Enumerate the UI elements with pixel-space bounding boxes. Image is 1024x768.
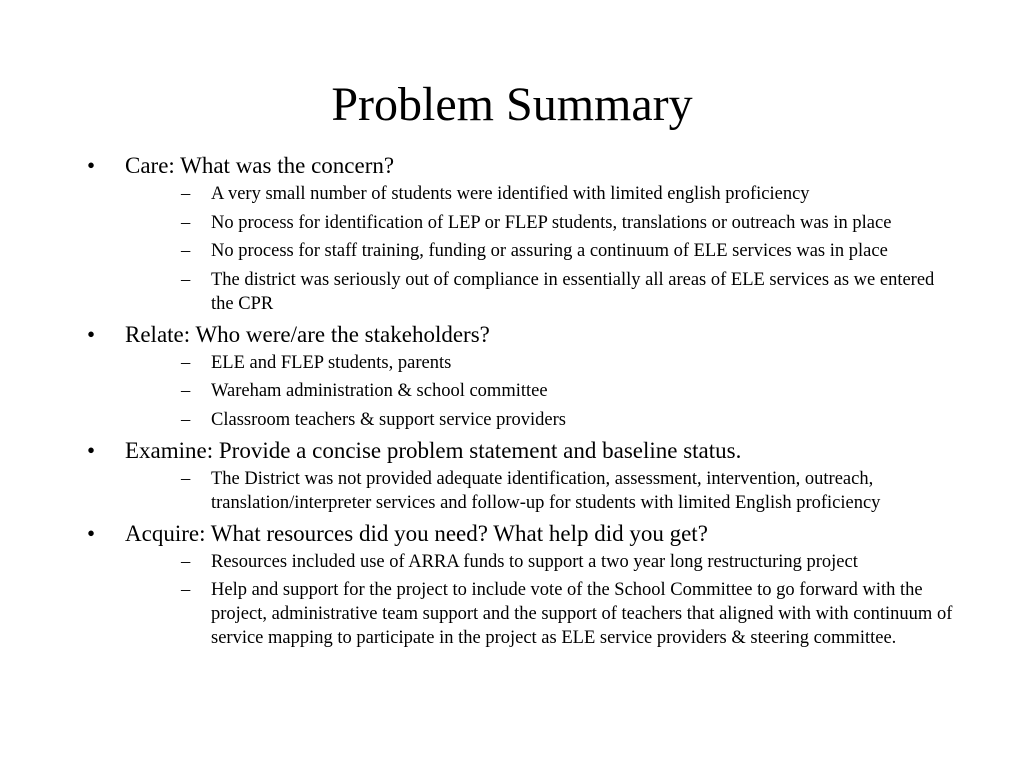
dash-mark: –: [181, 269, 191, 290]
sub-item: [125, 211, 954, 235]
sub-list: [125, 182, 954, 316]
dash-mark: –: [181, 551, 191, 572]
sub-list: [125, 351, 954, 432]
dash-mark: –: [181, 352, 191, 373]
bullet-mark: •: [87, 437, 96, 463]
dash-mark: –: [181, 184, 191, 204]
dash-mark: –: [181, 381, 191, 401]
dash-mark: –: [181, 212, 191, 233]
bullet-heading: Acquire: What resources did you need? What help did you get?: [125, 520, 708, 546]
dash-mark: –: [181, 468, 191, 489]
bullet-acquire: [84, 520, 954, 651]
sub-item-text: No process for staff training, funding or assuring a continuum of ELE services was in place: [211, 241, 888, 261]
sub-item-text: Classroom teachers & support service providers: [211, 409, 567, 430]
bullet-mark: •: [87, 520, 96, 546]
sub-item-text: The District was not provided adequate identification, assessment, intervention, outreach, translation/interpreter services and follow-up for students with limited English proficiency: [211, 468, 881, 513]
slide-title: Problem Summary: [331, 78, 693, 131]
bullet-heading: Relate: Who were/are the stakeholders?: [125, 321, 490, 347]
sub-item: [125, 467, 954, 515]
bullet-heading: Examine: Provide a concise problem statement and baseline status.: [125, 437, 742, 463]
sub-list: [125, 467, 954, 515]
dash-mark: –: [181, 580, 191, 600]
sub-item-text: Help and support for the project to include vote of the School Committee to go forward with the project, administrative team support and the support of teachers that aligned with with continuum of service mapping to participate in the project as ELE service providers & steering committee.: [211, 580, 953, 648]
sub-item-text: No process for identification of LEP or FLEP students, translations or outreach was in place: [211, 212, 892, 233]
sub-item: [125, 550, 954, 574]
dash-mark: –: [181, 409, 191, 430]
bullet-heading: Care: What was the concern?: [125, 153, 395, 178]
dash-mark: –: [181, 241, 191, 261]
bullet-relate: [84, 321, 954, 432]
sub-item-text: Resources included use of ARRA funds to support a two year long restructuring project: [211, 551, 858, 572]
sub-item-text: The district was seriously out of compliance in essentially all areas of ELE services as we entered the CPR: [211, 269, 935, 314]
bullet-care: [84, 152, 954, 316]
sub-item: [125, 182, 954, 206]
sub-item: [125, 351, 954, 375]
sub-item-text: ELE and FLEP students, parents: [211, 352, 452, 373]
sub-item: [125, 578, 954, 650]
bullet-list: [84, 152, 954, 655]
sub-item-text: Wareham administration & school committee: [211, 381, 548, 401]
bullet-examine: [84, 437, 954, 515]
bullet-mark: •: [87, 321, 96, 347]
sub-list: [125, 550, 954, 651]
sub-item: [125, 268, 954, 316]
sub-item-text: A very small number of students were identified with limited english proficiency: [211, 184, 810, 204]
sub-item: [125, 379, 954, 403]
sub-item: [125, 408, 954, 432]
sub-item: [125, 239, 954, 263]
bullet-mark: •: [87, 153, 96, 178]
